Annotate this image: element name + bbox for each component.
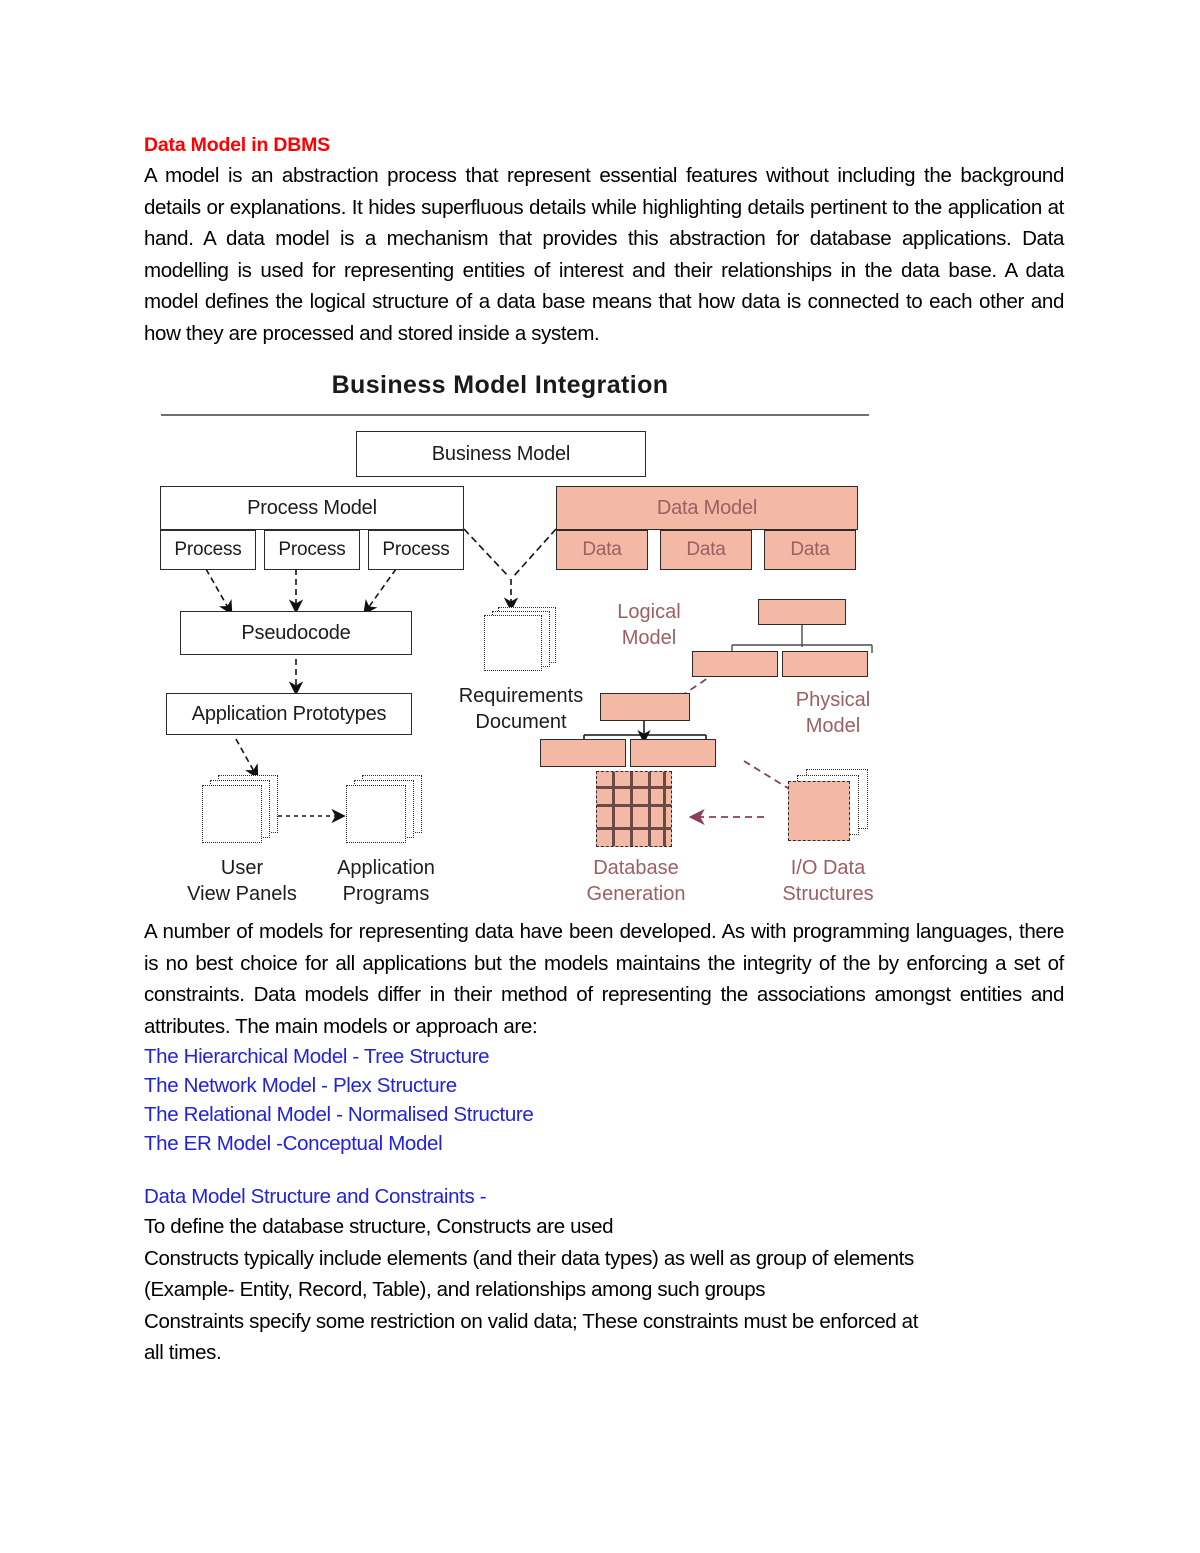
node-process-2-label: Process bbox=[278, 539, 346, 560]
requirements-document-line1: Requirements bbox=[458, 685, 584, 707]
node-process-1-label: Process bbox=[174, 539, 242, 560]
node-business-model[interactable] bbox=[356, 431, 646, 477]
node-application-prototypes[interactable] bbox=[166, 693, 412, 735]
io-data-structures-label bbox=[752, 855, 904, 907]
node-data-3[interactable] bbox=[764, 530, 856, 570]
user-view-panels-line1: User bbox=[220, 857, 264, 879]
application-programs-label bbox=[306, 855, 466, 907]
node-data-2[interactable] bbox=[660, 530, 752, 570]
figure-title: Business Model Integration bbox=[331, 371, 669, 399]
database-generation-label bbox=[564, 855, 708, 907]
constraints-line-3: (Example- Entity, Record, Table), and relationships among such groups bbox=[144, 1278, 766, 1301]
constraints-line-5: all times. bbox=[144, 1341, 222, 1364]
physical-model-label bbox=[758, 687, 908, 739]
application-programs-line1: Application bbox=[337, 857, 435, 879]
physical-model-line1: Physical bbox=[795, 689, 871, 711]
database-generation-line1: Database bbox=[593, 857, 679, 879]
model-list-item-relational: The Relational Model - Normalised Structure bbox=[144, 1103, 534, 1126]
figure-divider bbox=[161, 414, 869, 416]
application-programs-icon bbox=[346, 775, 426, 847]
node-process-1[interactable] bbox=[160, 530, 256, 570]
logical-model-child-box-2 bbox=[782, 651, 868, 677]
constraints-heading: Data Model Structure and Constraints - bbox=[144, 1185, 487, 1208]
model-list-item-er: The ER Model -Conceptual Model bbox=[144, 1132, 443, 1155]
node-data-model[interactable] bbox=[556, 486, 858, 530]
physical-model-line2: Model bbox=[805, 715, 861, 737]
io-data-structures-icon bbox=[788, 769, 876, 847]
document-content bbox=[144, 132, 1064, 1369]
node-business-model-label: Business Model bbox=[431, 442, 571, 465]
node-pseudocode-label: Pseudocode bbox=[241, 621, 351, 644]
node-application-prototypes-label: Application Prototypes bbox=[191, 702, 387, 725]
user-view-panels-label bbox=[162, 855, 322, 907]
node-pseudocode[interactable] bbox=[180, 611, 412, 655]
model-list-item-hierarchical: The Hierarchical Model - Tree Structure bbox=[144, 1045, 490, 1068]
constraints-line-1: To define the database structure, Constructs are used bbox=[144, 1215, 614, 1238]
database-generation-line2: Generation bbox=[586, 883, 686, 905]
application-programs-line2: Programs bbox=[342, 883, 430, 905]
requirements-document-line2: Document bbox=[475, 711, 567, 733]
node-data-2-label: Data bbox=[686, 539, 726, 560]
node-process-2[interactable] bbox=[264, 530, 360, 570]
node-data-model-label: Data Model bbox=[656, 496, 758, 519]
node-data-3-label: Data bbox=[790, 539, 830, 560]
physical-model-child-box-1 bbox=[540, 739, 626, 767]
models-paragraph: A number of models for representing data have been developed. As with programming languages, there is no best choice for all applications but the models maintains the integrity of the by enforcing a set of constraints. Data models differ in their method of representing the associations amongst entities and attributes. The main models or approach are: bbox=[144, 920, 1064, 1038]
logical-model-root-box bbox=[758, 599, 846, 625]
node-process-3-label: Process bbox=[382, 539, 450, 560]
intro-paragraph: A model is an abstraction process that represent essential features without including the background details or explanations. It hides superfluous details while highlighting details pertinent to the application at hand. A data model is a mechanism that provides this abstraction for database applications. Data modelling is used for representing entities of interest and their relationships in the data base. A data model defines the logical structure of a data base means that how data is connected to each other and how they are processed and stored inside a system. bbox=[144, 164, 1064, 345]
physical-model-child-box-2 bbox=[630, 739, 716, 767]
logical-model-child-box-1 bbox=[692, 651, 778, 677]
database-generation-icon bbox=[596, 771, 672, 847]
constraints-line-4: Constraints specify some restriction on valid data; These constraints must be enforced at bbox=[144, 1309, 919, 1333]
requirements-document-label bbox=[436, 683, 606, 735]
physical-model-root-box bbox=[600, 693, 690, 721]
user-view-panels-line2: View Panels bbox=[187, 883, 297, 905]
node-process-model-label: Process Model bbox=[247, 496, 377, 519]
requirements-document-icon bbox=[484, 607, 560, 675]
io-data-structures-line2: Structures bbox=[782, 883, 874, 905]
business-model-integration-figure bbox=[144, 371, 1064, 916]
node-data-1[interactable] bbox=[556, 530, 648, 570]
page-title: Data Model in DBMS bbox=[144, 134, 330, 156]
logical-model-label bbox=[584, 599, 714, 651]
node-process-3[interactable] bbox=[368, 530, 464, 570]
logical-model-line2: Model bbox=[621, 627, 677, 649]
node-data-1-label: Data bbox=[582, 539, 622, 560]
constraints-line-2: Constructs typically include elements (and their data types) as well as group of elements bbox=[144, 1246, 914, 1270]
io-data-structures-line1: I/O Data bbox=[790, 857, 866, 879]
logical-model-line1: Logical bbox=[617, 601, 681, 623]
model-list-item-network: The Network Model - Plex Structure bbox=[144, 1074, 457, 1097]
node-process-model[interactable] bbox=[160, 486, 464, 530]
user-view-panels-icon bbox=[202, 775, 282, 847]
